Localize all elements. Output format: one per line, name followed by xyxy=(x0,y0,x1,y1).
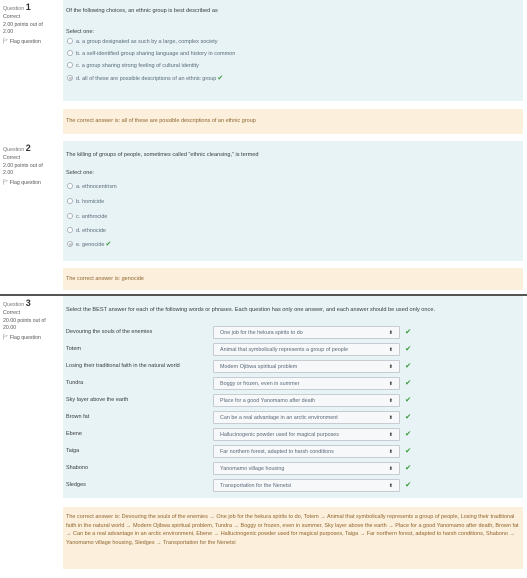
answer-option-d[interactable]: d. ethnocide xyxy=(67,227,106,237)
check-icon: ✔ xyxy=(405,463,412,472)
question-grade: 2.00 points out of 2.00 xyxy=(3,21,43,35)
check-icon: ✔ xyxy=(405,327,412,336)
match-answer-select[interactable]: Hallucinogenic powder used for magical purposes ⬍ xyxy=(213,428,400,441)
flag-icon: 🏱︎ xyxy=(3,38,8,45)
flag-icon: 🏱︎ xyxy=(3,179,8,186)
check-icon: ✔ xyxy=(217,75,224,82)
question-grade: 20.00 points out of 20.00 xyxy=(3,317,46,331)
answer-option-c[interactable]: c. a group sharing strong feeling of cultural identity xyxy=(67,62,199,72)
chevron-updown-icon: ⬍ xyxy=(388,466,393,472)
question-state: Correct xyxy=(3,14,21,20)
flag-question-link[interactable]: 🏱︎ Flag question xyxy=(3,179,41,186)
question-text: Of the following choices, an ethnic group is best described as xyxy=(66,8,218,14)
question-3 xyxy=(0,294,527,578)
answer-option-d[interactable]: d. all of these are possible descriptions of an ethnic group✔ xyxy=(67,75,223,85)
chevron-updown-icon: ⬍ xyxy=(388,330,393,336)
question-2 xyxy=(0,141,527,294)
match-row xyxy=(63,479,523,493)
question-grade: 2.00 points out of 2.00 xyxy=(3,162,43,176)
chevron-updown-icon: ⬍ xyxy=(388,432,393,438)
check-icon: ✔ xyxy=(405,412,412,421)
match-answer-select[interactable]: One job for the hekura spirits to do ⬍ xyxy=(213,326,400,339)
match-row xyxy=(63,343,523,357)
answer-option-c[interactable]: c. anthrocide xyxy=(67,213,108,223)
match-term: Brown fat xyxy=(66,414,90,420)
chevron-updown-icon: ⬍ xyxy=(388,347,393,353)
match-term: Tundra xyxy=(66,380,84,386)
radio-button[interactable] xyxy=(67,75,73,81)
match-answer-select[interactable]: Far northern forest, adapted to harsh conditions ⬍ xyxy=(213,445,400,458)
radio-button[interactable] xyxy=(67,213,73,219)
check-icon: ✔ xyxy=(405,361,412,370)
check-icon: ✔ xyxy=(405,344,412,353)
flag-icon: 🏱︎ xyxy=(3,334,8,341)
question-number: Question 1 xyxy=(3,2,31,12)
select-one-label: Select one: xyxy=(66,170,94,176)
question-number: Question 3 xyxy=(3,298,31,308)
question-state: Correct xyxy=(3,310,21,316)
answer-option-b[interactable]: b. homicide xyxy=(67,198,104,208)
question-formulation xyxy=(63,141,523,261)
match-answer-select[interactable]: Transportation for the Nenetsi ⬍ xyxy=(213,479,400,492)
answer-option-e[interactable]: e. genocide✔ xyxy=(67,241,111,251)
match-answer-select[interactable]: Animal that symbolically represents a group of people ⬍ xyxy=(213,343,400,356)
match-row xyxy=(63,428,523,442)
chevron-updown-icon: ⬍ xyxy=(388,398,393,404)
match-answer-select[interactable]: Modern Ojibwa spiritual problem ⬍ xyxy=(213,360,400,373)
select-one-label: Select one: xyxy=(66,29,94,35)
question-state: Correct xyxy=(3,155,21,161)
match-answer-select[interactable]: Place for a good Yanomamo after death ⬍ xyxy=(213,394,400,407)
check-icon: ✔ xyxy=(105,241,112,248)
radio-button[interactable] xyxy=(67,38,73,44)
match-term: Shabono xyxy=(66,465,89,471)
question-1 xyxy=(0,0,527,141)
match-term: Devouring the souls of the enemies xyxy=(66,329,153,335)
question-text: Select the BEST answer for each of the following words or phrases. Each question has only one answer, and each answer should be used only once. xyxy=(66,307,435,313)
check-icon: ✔ xyxy=(405,480,412,489)
question-info xyxy=(0,141,62,187)
match-term: Sky layer above the earth xyxy=(66,397,129,403)
check-icon: ✔ xyxy=(405,429,412,438)
chevron-updown-icon: ⬍ xyxy=(388,364,393,370)
flag-question-link[interactable]: 🏱︎ Flag question xyxy=(3,38,41,45)
correct-answer-feedback: The correct answer is: Devouring the souls of the enemies → One job for the hekura spirits to do, Totem → Animal that symbolically represents a group of people, Losing their traditional faith in the natural world → Modern Ojibwa spiritual problem, Tundra → Boggy or frozen, even in summer, Sky layer above the earth → Place for a good Yanomamo after death, Brown fat → Can be a real advantage in an arctic environment, Ebene → Hallucinogenic powder used for magical purposes, Taiga → Far northern forest, adapted to harsh conditions, Shabono → Yanomamo village housing, Sledges → Transportation for the Nenetsi xyxy=(63,507,523,569)
match-row xyxy=(63,326,523,340)
flag-question-link[interactable]: 🏱︎ Flag question xyxy=(3,334,41,341)
match-row xyxy=(63,360,523,374)
chevron-updown-icon: ⬍ xyxy=(388,415,393,421)
match-term: Losing their traditional faith in the natural world xyxy=(66,363,180,369)
check-icon: ✔ xyxy=(405,446,412,455)
chevron-updown-icon: ⬍ xyxy=(388,449,393,455)
match-term: Taiga xyxy=(66,448,80,454)
radio-button[interactable] xyxy=(67,183,73,189)
match-row xyxy=(63,462,523,476)
chevron-updown-icon: ⬍ xyxy=(388,483,393,489)
match-row xyxy=(63,445,523,459)
question-info xyxy=(0,296,62,342)
question-formulation xyxy=(63,296,523,498)
question-formulation xyxy=(63,0,523,101)
correct-answer-feedback: The correct answer is: all of these are possible descriptions of an ethnic group xyxy=(63,109,523,134)
match-answer-select[interactable]: Boggy or frozen, even in summer ⬍ xyxy=(213,377,400,390)
radio-button[interactable] xyxy=(67,50,73,56)
check-icon: ✔ xyxy=(405,395,412,404)
match-row xyxy=(63,394,523,408)
match-term: Totem xyxy=(66,346,81,352)
answer-option-b[interactable]: b. a self-identified group sharing language and history in common xyxy=(67,50,235,60)
answer-option-a[interactable]: a. ethnocentrism xyxy=(67,183,117,193)
check-icon: ✔ xyxy=(405,378,412,387)
match-term: Sledges xyxy=(66,482,86,488)
question-info xyxy=(0,0,62,46)
radio-button[interactable] xyxy=(67,198,73,204)
answer-option-a[interactable]: a. a group designated as such by a large, complex society xyxy=(67,38,218,48)
match-row xyxy=(63,411,523,425)
match-answer-select[interactable]: Can be a real advantage in an arctic environment ⬍ xyxy=(213,411,400,424)
radio-button[interactable] xyxy=(67,227,73,233)
match-term: Ebene xyxy=(66,431,82,437)
question-number: Question 2 xyxy=(3,143,31,153)
chevron-updown-icon: ⬍ xyxy=(388,381,393,387)
correct-answer-feedback: The correct answer is: genocide xyxy=(63,268,523,290)
match-row xyxy=(63,377,523,391)
radio-button[interactable] xyxy=(67,241,73,247)
match-answer-select[interactable]: Yanomamo village housing ⬍ xyxy=(213,462,400,475)
radio-button[interactable] xyxy=(67,62,73,68)
question-text: The killing of groups of people, sometimes called “ethnic cleansing,” is termed xyxy=(66,152,259,158)
